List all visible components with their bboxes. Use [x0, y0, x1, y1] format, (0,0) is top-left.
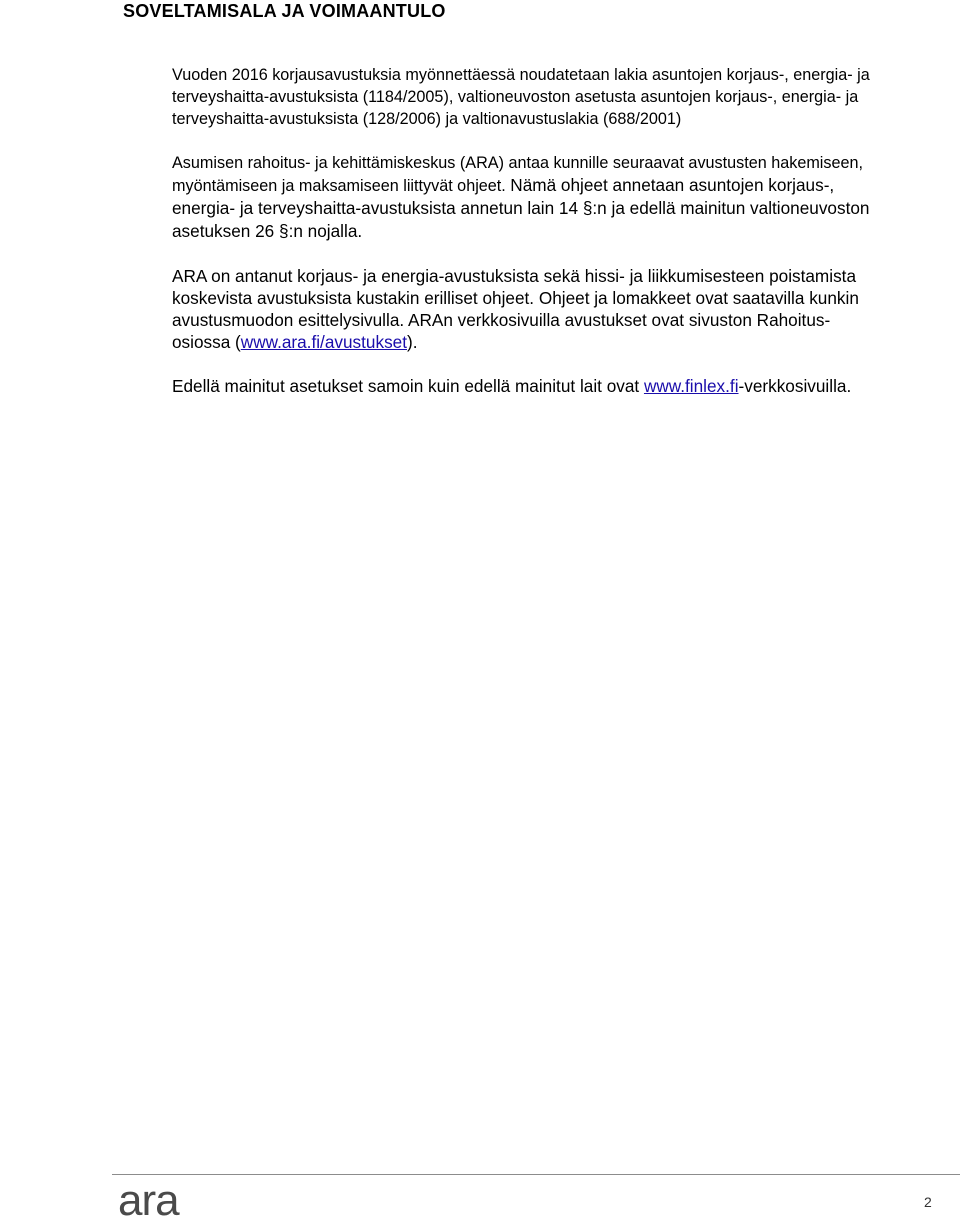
section-heading: SOVELTAMISALA JA VOIMAANTULO [123, 1, 446, 21]
page-number: 2 [924, 1194, 932, 1210]
footer-divider [112, 1174, 960, 1175]
document-body [172, 64, 872, 419]
paragraph-finlex [172, 375, 872, 397]
paragraph-separate-guidelines [172, 265, 872, 353]
ara-avustukset-link[interactable]: www.ara.fi/avustukset [240, 332, 407, 352]
paragraph-separate-guidelines-end: ). [407, 332, 418, 352]
paragraph-legal-basis: Vuoden 2016 korjausavustuksia myönnettäessä noudatetaan lakia asuntojen korjaus-, energia- ja terveyshaitta-avustuksista (1184/2005), valtioneuvoston asetusta asuntojen korjaus-, energia- ja terveyshaitta-avustuksista (128/2006) ja valtionavustuslakia (688/2001) [172, 66, 870, 128]
paragraph-finlex-text: Edellä mainitut asetukset samoin kuin edellä mainitut lait ovat [172, 376, 644, 396]
ara-logo-text: ara [118, 1179, 179, 1219]
paragraph-finlex-end: -verkkosivuilla. [738, 376, 852, 396]
paragraph-ara-instructions-part2: Nämä ohjeet annetaan asuntojen korjaus-, energia- ja terveyshaitta-avustuksista annetun lain 14 §:n ja edellä mainitun valtioneuvoston asetuksen 26 §:n nojalla. [172, 175, 870, 241]
paragraph-separate-guidelines-text: ARA on antanut korjaus- ja energia-avustuksista sekä hissi- ja liikkumisesteen poistamista koskevista avustuksista kustakin erilliset ohjeet. Ohjeet ja lomakkeet ovat saatavilla kunkin avustusmuodon esittelysivulla. ARAn verkkosivuilla avustukset ovat sivuston Rahoitus-osiossa ( [172, 266, 859, 352]
paragraph-ara-instructions [172, 152, 872, 243]
ara-logo [118, 1179, 194, 1219]
finlex-link[interactable]: www.finlex.fi [643, 376, 739, 396]
paragraph-ara-instructions-part1: Asumisen rahoitus- ja kehittämiskeskus (ARA) antaa kunnille seuraavat avustusten hakemiseen, myöntämiseen ja maksamiseen liittyvät ohjeet. [172, 154, 864, 195]
